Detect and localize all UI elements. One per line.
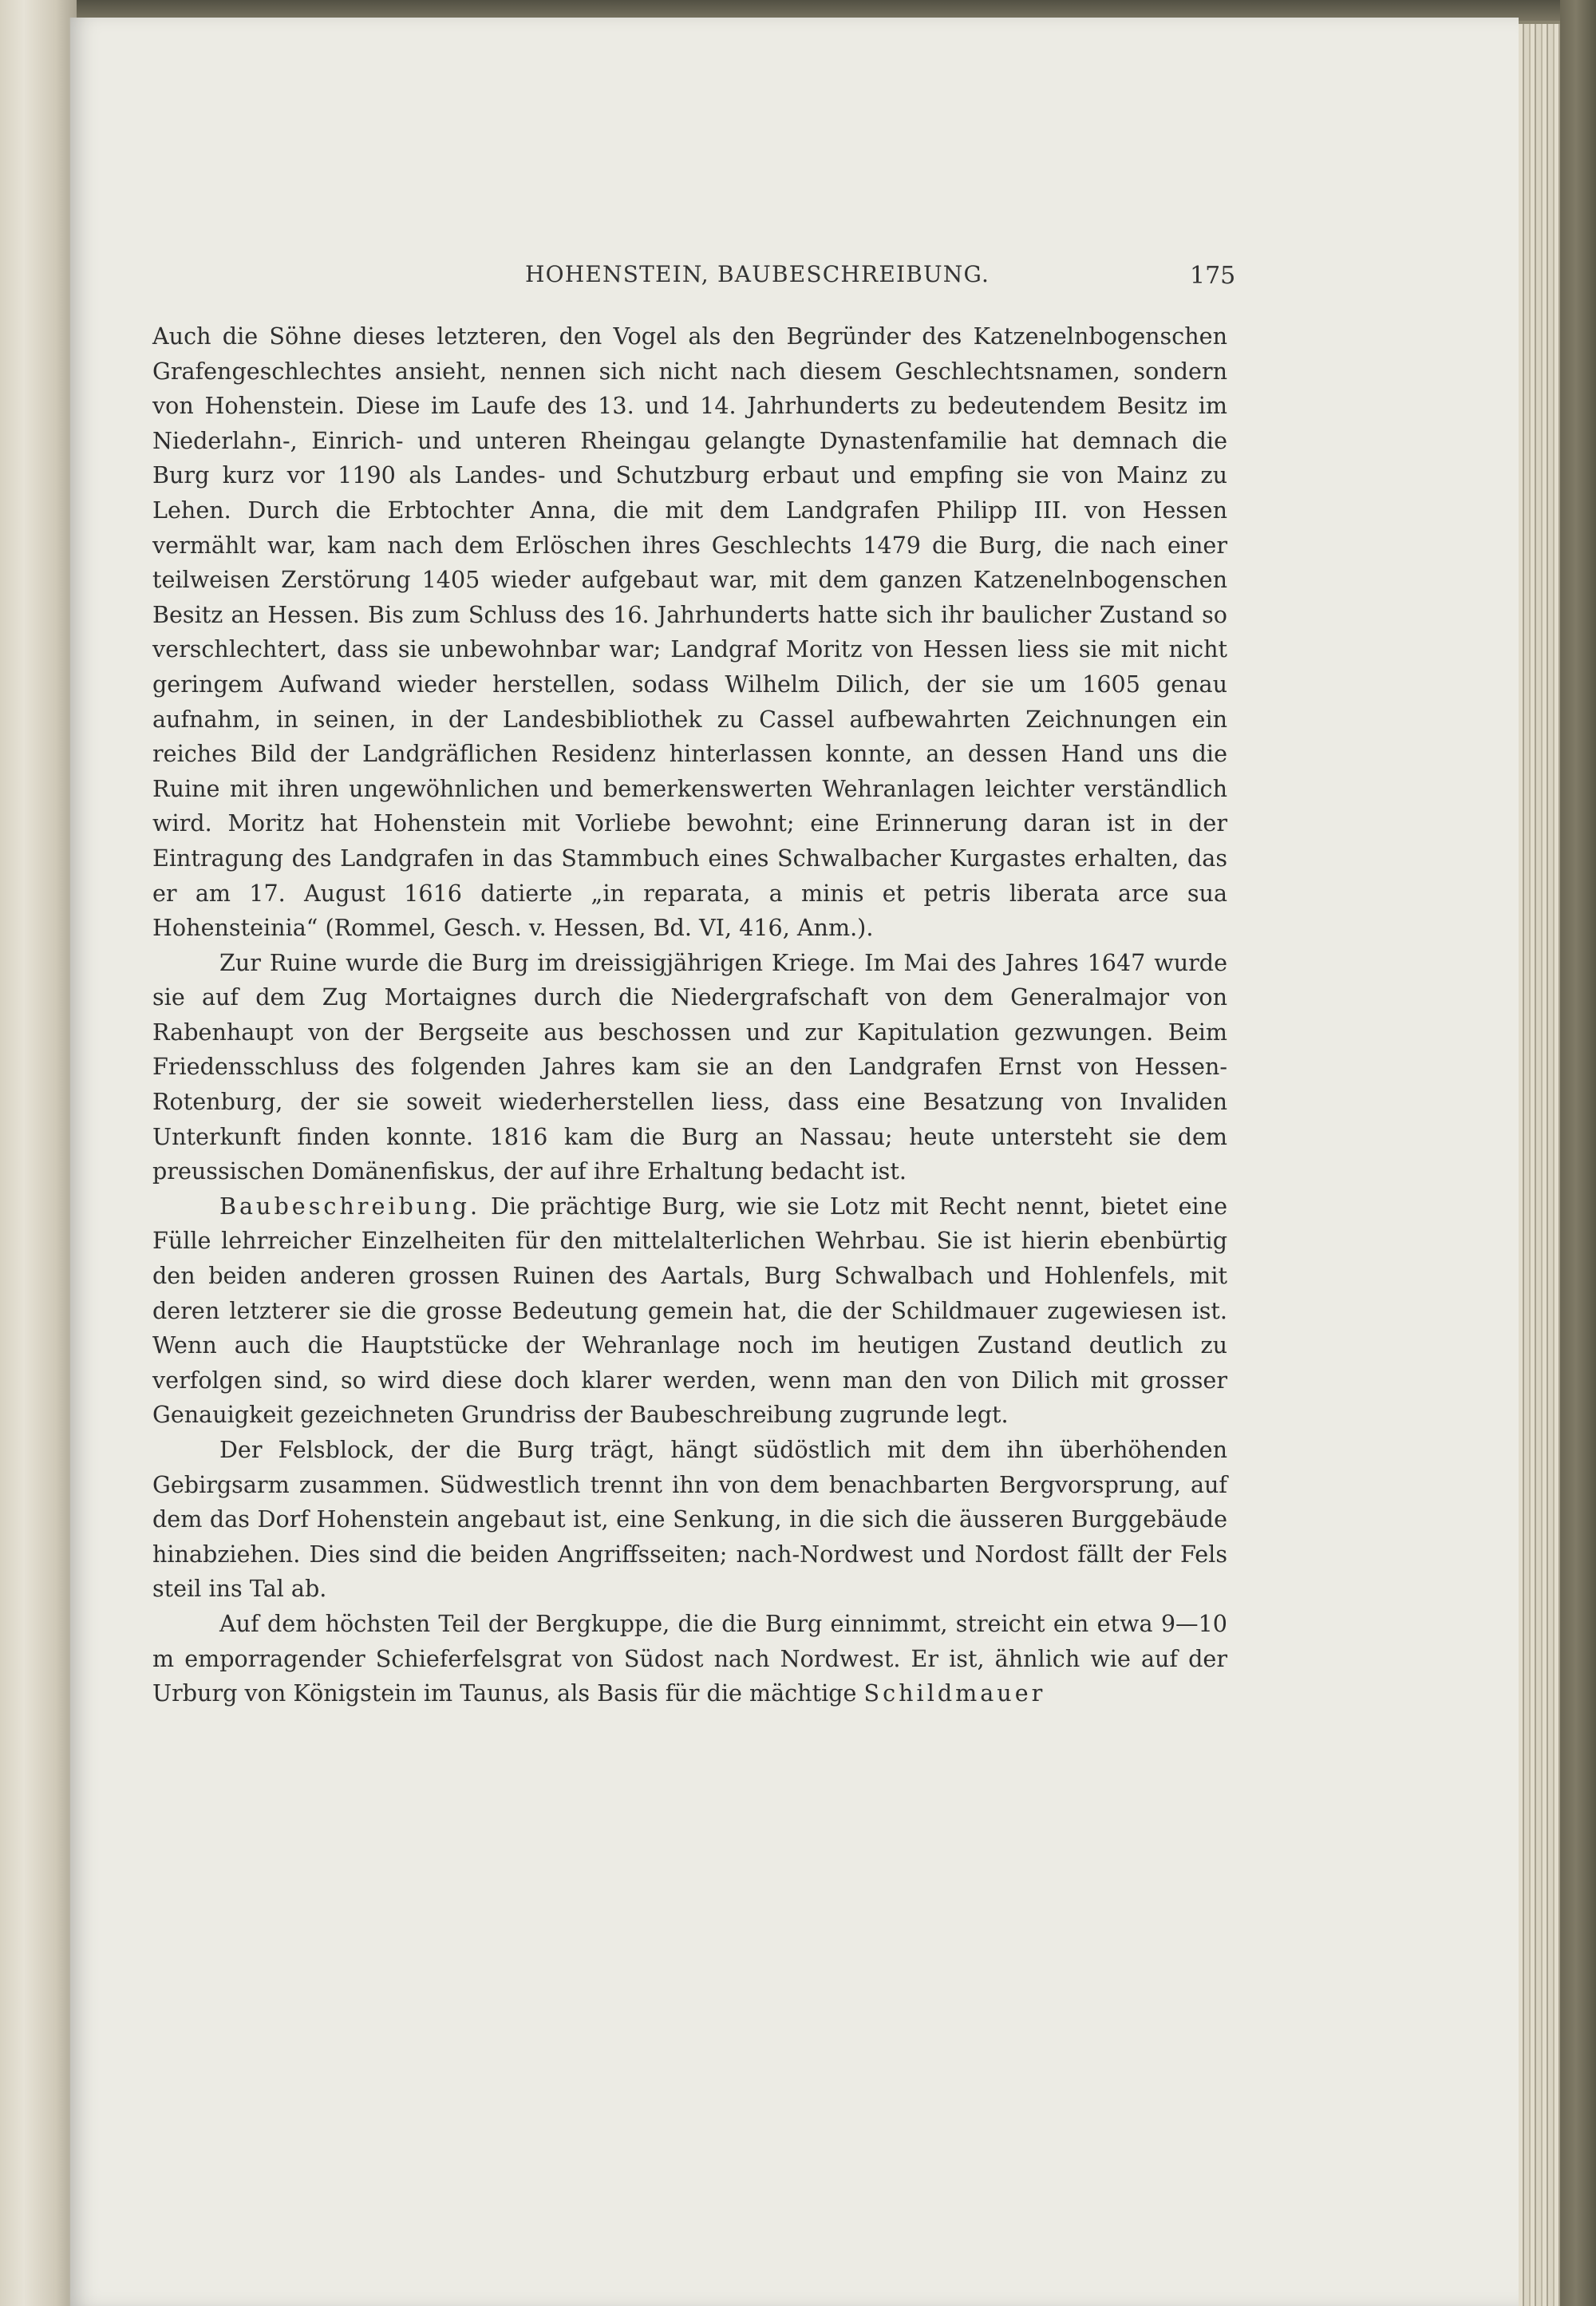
paragraph: Auch die Söhne dieses letzteren, den Vogel als den Begründer des Katzenelnbogenschen Grafengeschlechtes ansieht, nennen sich nicht nach diesem Geschlechtsnamen, sondern von Hohenstein. Diese im Laufe des 13. und 14. Jahrhunderts zu bedeutendem Besitz im Niederlahn-, Einrich- und unteren Rheingau gelangte Dynastenfamilie hat demnach die Burg kurz vor 1190 als Landes- und Schutzburg erbaut und empfing sie von Mainz zu Lehen. Durch die Erbtochter Anna, die mit dem Landgrafen Philipp III. von Hessen vermählt war, kam nach dem Erlöschen ihres Geschlechts 1479 die Burg, die nach einer teilweisen Zerstörung 1405 wieder aufgebaut war, mit dem ganzen Katzenelnbogenschen Besitz an Hessen. Bis zum Schluss des 16. Jahrhunderts hatte sich ihr baulicher Zustand so verschlechtert, dass sie unbewohnbar war; Landgraf Moritz von Hessen liess sie mit nicht geringem Aufwand wieder herstellen, sodass Wilhelm Dilich, der sie um 1605 genau aufnahm, in seinen, in der Landesbibliothek zu Cassel aufbewahrten Zeichnungen ein reiches Bild der Landgräflichen Residenz hinterlassen konnte, an dessen Hand uns die Ruine mit ihren ungewöhnlichen und bemerkenswerten Wehranlagen leichter verständlich wird. Moritz hat Hohenstein mit Vorliebe bewohnt; eine Erinnerung daran ist in der Eintragung des Landgrafen in das Stammbuch eines Schwalbacher Kurgastes erhalten, das er am 17. August 1616 datierte „in reparata, a minis et petris liberata arce sua Hohensteinia“ (Rommel, Gesch. v. Hessen, Bd. VI, 416, Anm.). — [152, 322, 1227, 942]
paragraph — [152, 1607, 1227, 1711]
book-cover-edge — [1560, 0, 1596, 2306]
page-number: 175 — [1190, 262, 1236, 290]
book-page — [69, 18, 1519, 2306]
paragraph-text: Auf dem höchsten Teil der Bergkuppe, die die Burg einnimmt, streicht ein etwa 9—10 m emporragender Schieferfelsgrat von Südost nach Nordwest. Er ist, ähnlich wie auf der Urburg von Königstein im Taunus, als Basis für die mächtige — [152, 1609, 1227, 1707]
body-text — [152, 319, 1227, 1711]
paragraph-text: Die prächtige Burg, wie sie Lotz mit Recht nennt, bietet eine Fülle lehrreicher Einzelheiten für den mittelalterlichen Wehrbau. Sie ist hierin ebenbürtig den beiden anderen grossen Ruinen des Aartals, Burg Schwalbach und Hohlenfels, mit deren letzterer sie die grosse Bedeutung gemein hat, die der Schildmauer zugewiesen ist. Wenn auch die Hauptstücke der Wehranlage noch im heutigen Zustand deutlich zu verfolgen sind, so wird diese doch klarer werden, wenn man den von Dilich mit grosser Genauigkeit gezeichneten Grundriss der Baubeschreibung zugrunde legt. — [152, 1192, 1227, 1429]
running-head: HOHENSTEIN, BAUBESCHREIBUNG. — [525, 261, 990, 287]
paragraph: Zur Ruine wurde die Burg im dreissigjährigen Kriege. Im Mai des Jahres 1647 wurde sie auf dem Zug Mortaignes durch die Niedergrafschaft von dem Generalmajor von Rabenhaupt von der Bergseite aus beschossen und zur Kapitulation gezwungen. Beim Friedensschluss des folgenden Jahres kam sie an den Landgrafen Ernst von Hessen-Rotenburg, der sie soweit wiederherstellen liess, dass eine Besatzung von Invaliden Unterkunft finden konnte. 1816 kam die Burg an Nassau; heute untersteht sie dem preussischen Domänenfiskus, der auf ihre Erhaltung bedacht ist. — [152, 948, 1227, 1185]
section-lead: Baubeschreibung. — [219, 1192, 481, 1220]
left-page-edge — [0, 0, 77, 2306]
paragraph — [152, 1189, 1227, 1433]
paragraph: Der Felsblock, der die Burg trägt, hängt südöstlich mit dem ihn überhöhenden Gebirgsarm zusammen. Südwestlich trennt ihn von dem benachbarten Bergvorsprung, auf dem das Dorf Hohenstein angebaut ist, eine Senkung, in die sich die äusseren Burggebäude hinabziehen. Dies sind die beiden Angriffsseiten; nach-Nordwest und Nordost fällt der Fels steil ins Tal ab. — [152, 1436, 1227, 1603]
spaced-term: Schildmauer — [863, 1679, 1046, 1707]
